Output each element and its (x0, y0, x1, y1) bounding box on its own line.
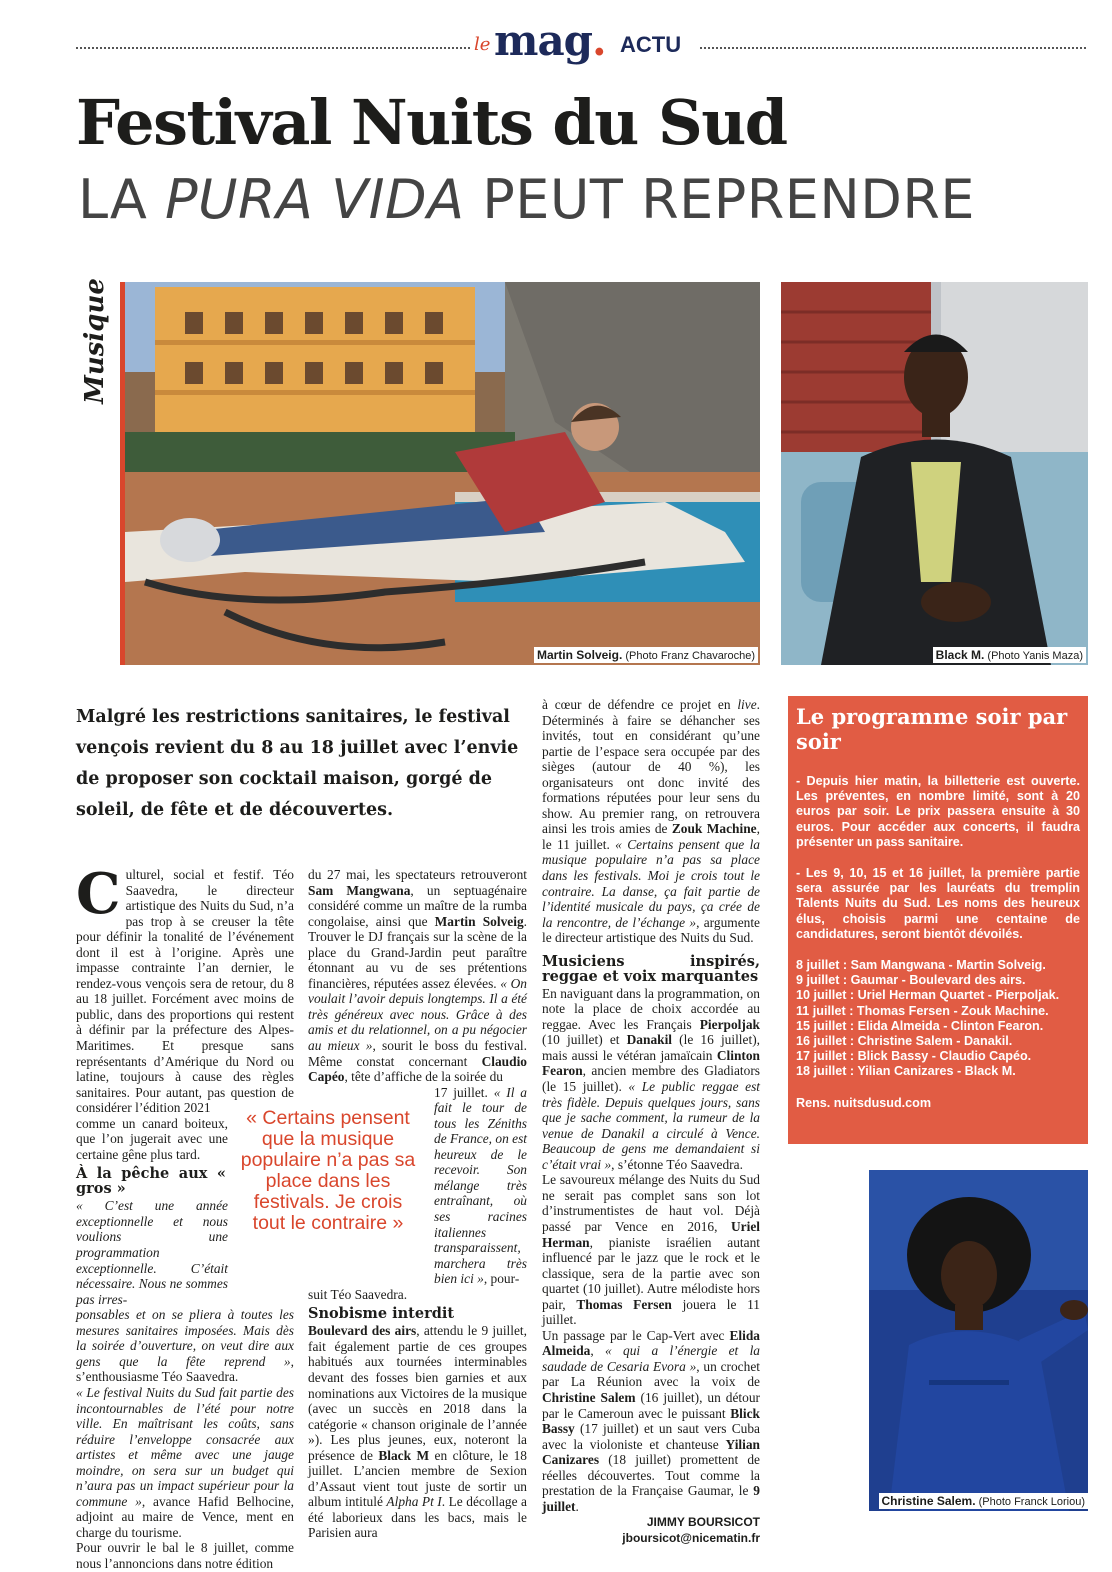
programme-box (788, 696, 1088, 1144)
article-subtitle: LA PURA VIDA PEUT REPRENDRE (78, 168, 976, 231)
schedule-item: 16 juillet : Christine Salem - Danakil. (796, 1034, 1013, 1049)
photo-caption-2: Black M. (Photo Yanis Maza) (933, 647, 1086, 663)
col1-narrow: comme un canard boiteux, que l’on jugerait avec une certaine gêne plus tard. (76, 1115, 228, 1162)
col1-quote-a: « C’est une année exceptionnelle et nous voulions une programmation exceptionnelle. C’était nécessaire. Nous ne sommes pas irres- (76, 1198, 228, 1307)
section-label: ACTU (620, 32, 682, 57)
subhead-snobisme: Snobisme interdit (308, 1305, 455, 1323)
schedule-item: 11 juillet : Thomas Fersen - Zouk Machine. (796, 1003, 1049, 1018)
col1-quote-c: « Le festival Nuits du Sud fait partie des incontournables de l’été pour notre ville. En maîtrisant les coûts, sans réduire l’enveloppe consacrée aux artistes et même avec une jauge moindre, on sera sur un budget qui n’aura pas un impact supérieur pour la commune », avance Hafid Belhocine, adjoint au maire de Vence, ment en charge du tourisme. (76, 1384, 295, 1540)
programme-info-link[interactable]: Rens. nuitsdusud.com (796, 1095, 932, 1110)
schedule-item: 17 juillet : Blick Bassy - Claudio Capéo. (796, 1049, 1032, 1064)
article-title: Festival Nuits du Sud (76, 86, 787, 159)
col3-p3: Le savoureux mélange des Nuits du Sud ne serait pas complet sans son lot d’instrumentistes de haut vol. Déjà passé par Vence en 2016, Uriel Herman, pianiste israélien autant influencé par le jazz que le rock et le classique, sera de la partie avec son quartet (10 juillet). Autre mélodiste hors pair, Thomas Fersen jouera le 11 juillet. (542, 1172, 760, 1328)
programme-tickets: - Depuis hier matin, la billetterie est ouverte. Les préventes, en nombre limité, sont à 20 euros par soir. Le prix passera ensuite à 30 euros. Pour accéder aux concerts, il faudra présenter un pass sanitaire. (796, 774, 1080, 849)
col2-after: suit Téo Saavedra. (308, 1286, 408, 1302)
col2-p2: Boulevard des airs, attendu le 9 juillet, fait également partie de ces groupes habitués aux tournées interminables devant des fosses bien garnies et aux nominations aux Victoires de la musique (avec un succès en 2018 dans la catégorie « chanson originale de l’année »). Les plus jeunes, eux, noteront la présence de Black M en clôture, le 18 juillet. L’ancien membre de Sexion d’Assaut vient tout juste de sortir un album intitulé Alpha Pt I. Le décollage a été laborieux dans les bacs, mais le Parisien aura (308, 1323, 528, 1541)
schedule-item: 8 juillet : Sam Mangwana - Martin Solveig. (796, 958, 1046, 973)
col2-narrow: 17 juillet. « Il a fait le tour de tous les Zéniths de France, on est heureux de le recevoir. Son mélange très entraînant, où ses racines italiennes transparaissent, marchera très bien ici », pour- (434, 1084, 527, 1287)
author-email[interactable]: jboursicot@nicematin.fr (622, 1531, 760, 1546)
brand-le: le (474, 34, 491, 55)
header-rule-right (700, 47, 1086, 49)
photo-christine-salem (869, 1170, 1088, 1511)
drop-cap: C (76, 861, 121, 927)
photo-black-m (781, 282, 1088, 665)
author-name: JIMMY BOURSICOT (646, 1515, 760, 1530)
masthead-logo (470, 18, 700, 68)
photo-caption-3: Christine Salem. (Photo Franck Loriou) (879, 1493, 1088, 1509)
col3-p2: En naviguant dans la programmation, on note la place de choix accordée au reggae. Avec les Français Pierpoljak (10 juillet) et Danakil (le 16 juillet), mais aussi le vétéran jamaïcain Clinton Fearon, ancien membre des Gladiators (le 15 juillet). « Le public reggae est très fidèle. Depuis quelques jours, sans que je sache comment, la rumeur de la venue de Danakil a circulé à Vence. Beaucoup de gens me demandaient si c’était vrai », s’étonne Téo Saavedra. (542, 985, 761, 1172)
col1-intro: Culturel, social et festif. Téo Saavedra, le directeur artistique des Nuits du Sud, n’a pas trop à se creuser la tête pour définir la tonalité de l’événement dont il est à l’origine. Après une impasse contrainte l’an dernier, le rendez-vous vençois sera de retour, du 8 au 18 juillet. Forcément avec moins de public, dans des proportions qui restent à définir par la préfecture des Alpes-Maritimes. Et presque sans représentants d’Amérique du Nord ou latine, toujours à cause des règles sanitaires. Pour autant, pas question de considérer l’édition 2021 (76, 861, 294, 1116)
col3-p1: à cœur de défendre ce projet en live. Déterminés à faire se déhancher ses invités, tout en considérant qu’une partie de l’espace sera occupée par des sièges (autour de 40 %), les organisateurs ont donc invité des formations réputées pour leur sens du show. Au premier rang, on retrouvera ainsi les trois amies de Zouk Machine, le 11 juillet. « Certains pensent que la musique populaire n’a pas sa place dans les festivals. Moi je crois tout le contraire. La danse, ça fait partie de l’identité musicale du pays, ça crée de la rencontre, de l’échange », argumente le directeur artistique des Nuits du Sud. (542, 697, 760, 946)
col1-quote-b: ponsables et on se pliera à toutes les mesures sanitaires imposées. Mais dès la soirée d’ouverture, on veut dire aux gens que la fête reprend », s’enthousiasme Téo Saavedra. (76, 1307, 294, 1385)
programme-title: Le programme soir par soir (796, 704, 1068, 754)
article-lead: Malgré les restrictions sanitaires, le festival vençois revient du 8 au 18 juillet avec l’envie de proposer son cocktail maison, gorgé de soleil, de fête et de découvertes. (76, 707, 519, 820)
schedule-item: 10 juillet : Uriel Herman Quartet - Pierpoljak. (796, 988, 1060, 1003)
brand-dot: . (592, 16, 606, 65)
rubric-label: Musique (80, 278, 110, 404)
programme-schedule (796, 958, 1080, 1080)
brand-mag: mag (494, 16, 593, 65)
schedule-item: 9 juillet : Gaumar - Boulevard des airs. (796, 973, 1026, 988)
schedule-item: 15 juillet : Elida Almeida - Clinton Fearon. (796, 1018, 1044, 1033)
column-2 (308, 867, 527, 1541)
programme-first-parts: - Les 9, 10, 15 et 16 juillet, la première partie sera assurée par les lauréats du tremplin Talents Nuits du Sud. Les noms des heureux élus, choisis parmi une centaine de candidatures, seront bientôt dévoilés. (796, 866, 1080, 941)
photo-caption-1: Martin Solveig. (Photo Franz Chavaroche) (534, 647, 758, 663)
col1-last: Pour ouvrir le bal le 8 juillet, comme nous l’annoncions dans notre édition (76, 1540, 294, 1571)
photo-martin-solveig (125, 282, 760, 665)
column-3 (542, 697, 760, 1546)
schedule-item: 18 juillet : Yilian Canizares - Black M. (796, 1064, 1016, 1079)
header-rule-left (76, 47, 470, 49)
col2-p1: du 27 mai, les spectateurs retrouveront Sam Mangwana, un septuagénaire considéré comme un maître de la rumba congolaise, ainsi que Martin Solveig. Trouver le DJ français sur la scène de la place du Grand-Jardin peut paraître étonnant au vu de ses prétentions financières, réputées assez élevées. « On voulait l’avoir depuis longtemps. Il a été très généreux avec nous. Grâce à des amis et du relationnel, on a pu négocier au mieux », sourit le boss du festival. Même constat concernant Claudio Capéo, tête d’affiche de la soirée du (308, 867, 527, 1085)
subhead-peche: À la pêche aux « gros » (76, 1165, 226, 1198)
col3-p4: Un passage par le Cap-Vert avec Elida Almeida, « qui a l’énergie et la saudade de Cesaria Evora », un crochet par La Réunion avec la voix de Christine Salem (16 juillet), un détour par le Cameroun avec le puissant Blick Bassy (17 juillet) et un saut vers Cuba avec la violoniste et chanteuse Yilian Canizares (18 juillet) promettent de réelles découvertes. Tout comme la prestation de la Française Gaumar, le 9 juillet. (542, 1327, 761, 1514)
subhead-musiciens: Musiciens inspirés, reggae et voix marquantes (542, 952, 760, 985)
pull-quote: « Certains pensent que la musique populaire n’a pas sa place dans les festivals. Je crois tout le contraire » (240, 1107, 416, 1234)
